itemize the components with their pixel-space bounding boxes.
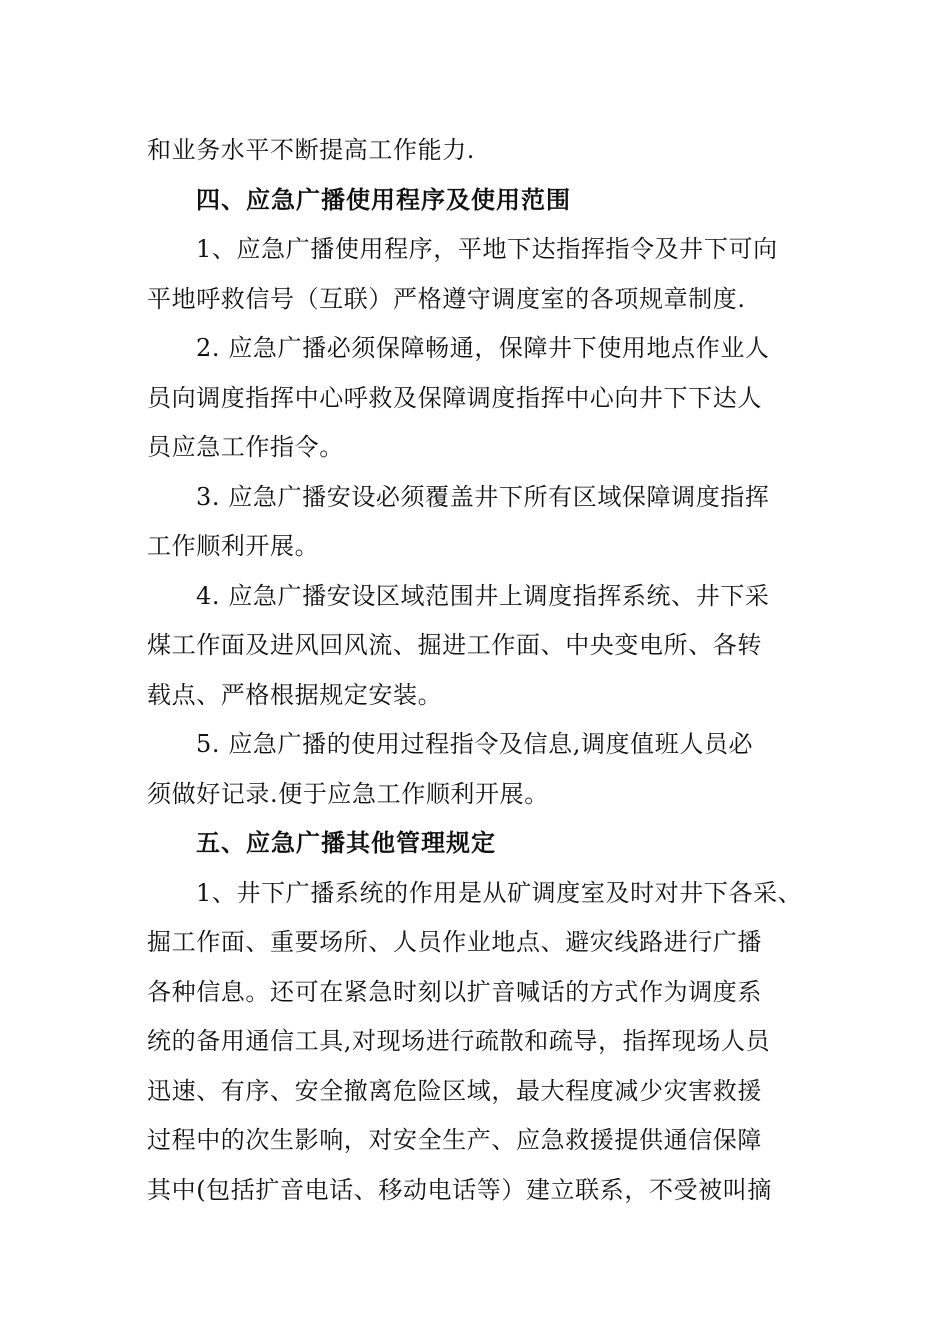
text-line: 2. 应急广播必须保障畅通，保障井下使用地点作业人 <box>196 334 770 362</box>
text-line: 4. 应急广播安设区域范围井上调度指挥系统、井下采 <box>196 581 770 610</box>
text-line: 掘工作面、重要场所、人员作业地点、避灾线路进行广播 <box>147 928 762 956</box>
text-line: 统的备用通信工具,对现场进行疏散和疏导，指挥现场人员 <box>147 1027 771 1055</box>
text-line: 各种信息。还可在紧急时刻以扩音喊话的方式作为调度系 <box>147 977 762 1006</box>
text-line: 员应急工作指令。 <box>147 433 344 461</box>
text-line: 过程中的次生影响，对安全生产、应急救援提供通信保障 <box>147 1126 762 1154</box>
text-line: 迅速、有序、安全撤离危险区域，最大程度减少灾害救援 <box>147 1076 762 1105</box>
text-line: 和业务水平不断提高工作能力. <box>147 136 476 164</box>
text-line: 员向调度指挥中心呼救及保障调度指挥中心向井下下达人 <box>147 383 762 412</box>
text-line: 须做好记录.便于应急工作顺利开展。 <box>147 779 549 808</box>
section-heading-5: 五、应急广播其他管理规定 <box>196 829 496 857</box>
text-line: 其中(包括扩音电话、移动电话等）建立联系，不受被叫摘 <box>147 1175 772 1204</box>
text-line: 1、应急广播使用程序，平地下达指挥指令及井下可向 <box>196 235 778 263</box>
text-line: 平地呼救信号（互联）严格遵守调度室的各项规章制度. <box>147 284 746 313</box>
text-line: 工作顺利开展。 <box>147 532 320 560</box>
text-line: 载点、严格根据规定安装。 <box>147 680 443 709</box>
document-body <box>147 126 827 1215</box>
text-line: 煤工作面及进风回风流、掘进工作面、中央变电所、各转 <box>147 631 762 659</box>
section-heading-4: 四、应急广播使用程序及使用范围 <box>196 185 571 214</box>
text-line: 5. 应急广播的使用过程指令及信息,调度值班人员必 <box>196 730 754 758</box>
text-line: 3. 应急广播安设必须覆盖井下所有区域保障调度指挥 <box>196 482 770 511</box>
text-line: 1、井下广播系统的作用是从矿调度室及时对井下各采、 <box>196 878 803 907</box>
